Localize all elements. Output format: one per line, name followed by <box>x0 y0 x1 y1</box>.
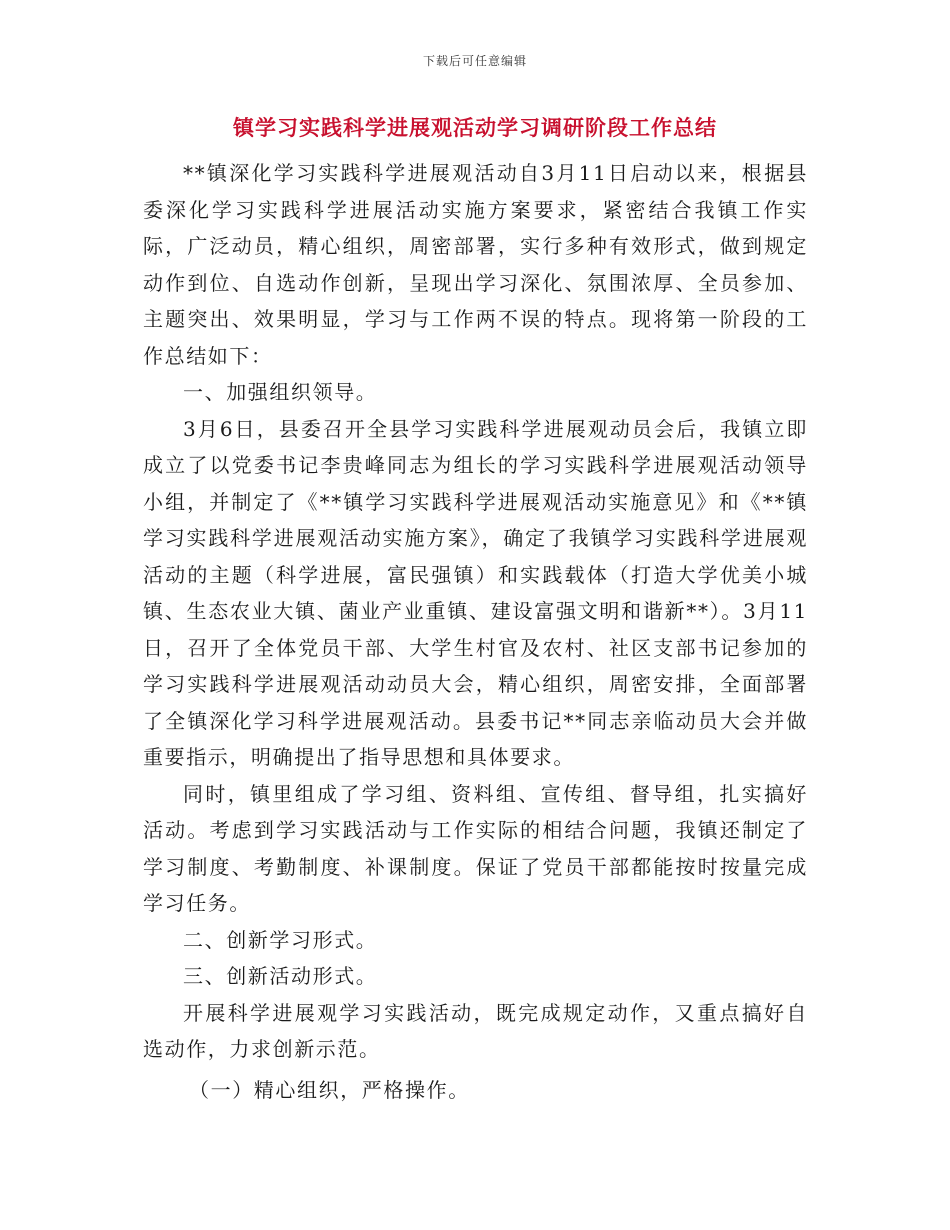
intro-paragraph: **镇深化学习实践科学进展观活动自3月11日启动以来，根据县委深化学习实践科学进展活动实施方案要求，紧密结合我镇工作实际，广泛动员，精心组织，周密部署，实行多种有效形式，做到规定动作到位、自选动作创新，呈现出学习深化、氛围浓厚、全员参加、主题突出、效果明显，学习与工作两不误的特点。现将第一阶段的工作总结如下： <box>143 161 808 368</box>
organization-paragraph: 3月6日，县委召开全县学习实践科学进展观动员会后，我镇立即成立了以党委书记李贵峰同志为组长的学习实践科学进展观活动领导小组，并制定了《**镇学习实践科学进展观活动实施意见》和《**镇学习实践科学进展观活动实施方案》，确定了我镇学习实践科学进展观活动的主题（科学进展，富民强镇）和实践载体（打造大学优美小城镇、生态农业大镇、菌业产业重镇、建设富强文明和谐新**）。3月11日，召开了全体党员干部、大学生村官及农村、社区支部书记参加的学习实践科学进展观活动动员大会，精心组织，周密安排，全面部署了全镇深化学习科学进展观活动。县委书记**同志亲临动员大会并做重要指示，明确提出了指导思想和具体要求。 <box>143 416 808 769</box>
header-note: 下载后可任意编辑 <box>422 54 527 68</box>
groups-paragraph: 同时，镇里组成了学习组、资料组、宣传组、督导组，扎实搞好活动。考虑到学习实践活动与工作实际的相结合问题，我镇还制定了学习制度、考勤制度、补课制度。保证了党员干部都能按时按量完成学习任务。 <box>143 781 808 915</box>
section-heading-1: 一、加强组织领导。 <box>183 380 378 404</box>
document-title: 镇学习实践科学进展观活动学习调研阶段工作总结 <box>233 115 717 140</box>
subsection-heading-1: （一）精心组织，严格操作。 <box>189 1077 470 1102</box>
section-heading-3: 三、创新活动形式。 <box>183 964 378 988</box>
document-body <box>143 155 808 1108</box>
activity-paragraph: 开展科学进展观学习实践活动，既完成规定动作，又重点搞好自选动作，力求创新示范。 <box>143 1000 808 1061</box>
section-heading-2: 二、创新学习形式。 <box>183 927 378 952</box>
